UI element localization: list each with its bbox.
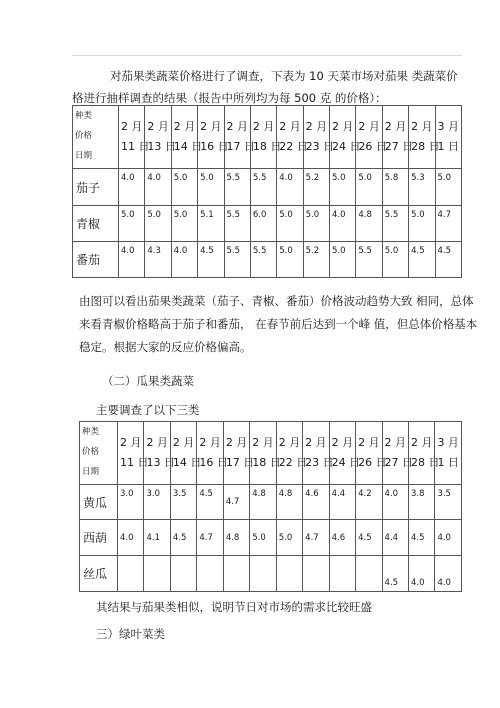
price-cell: 3.0 xyxy=(118,485,144,520)
date-month: 2 月 xyxy=(226,120,248,133)
price-cell: 5.5 xyxy=(224,242,250,278)
date-header-cell xyxy=(356,422,387,485)
date-month: 2 月 xyxy=(305,120,328,133)
price-cell: 5.0 xyxy=(435,169,461,206)
price-cell xyxy=(118,556,144,592)
date-header-cell xyxy=(303,422,334,485)
row-label: 黄瓜 xyxy=(80,485,118,520)
price-cell: 4.4 xyxy=(382,520,408,556)
date-day: 23 日 xyxy=(305,456,334,469)
price-cell: 5.2 xyxy=(303,242,329,278)
date-header-cell xyxy=(224,106,255,169)
price-cell: 5.3 xyxy=(409,169,435,206)
conclusion-line: 其结果与茄果类相似，说明节日对市场的需求比较旺盛 xyxy=(96,600,372,614)
price-cell: 6.0 xyxy=(250,206,276,242)
date-header-cell xyxy=(408,422,440,485)
price-cell xyxy=(356,556,382,592)
row-label: 西葫 xyxy=(80,520,118,556)
price-cell: 5.0 xyxy=(145,206,171,242)
date-day: 22 日 xyxy=(278,456,308,469)
date-day: 22 日 xyxy=(279,140,308,153)
price-cell: 3.0 xyxy=(144,485,170,520)
price-cell: 5.0 xyxy=(330,169,356,206)
header-price-label: 价格 xyxy=(82,447,100,457)
price-cell xyxy=(329,556,355,592)
date-month: 2 月 xyxy=(225,436,248,449)
price-cell: 4.0 xyxy=(119,242,145,278)
price-cell xyxy=(144,556,170,592)
price-cell: 4.5 xyxy=(435,242,461,278)
header-kind-label: 种类 xyxy=(75,111,93,121)
date-month: 2 月 xyxy=(411,120,433,133)
date-header-cell xyxy=(277,106,308,169)
table-row xyxy=(73,206,462,242)
price-cell: 5.2 xyxy=(303,169,329,206)
price-cell: 4.0 xyxy=(171,242,197,278)
analysis-line-2: 来看青椒价格略高于茄子和番茄， 在春节前后达到一个峰 值，但总体价格基本 xyxy=(79,317,478,331)
date-month: 2 月 xyxy=(384,120,407,133)
row-label: 茄子 xyxy=(73,169,119,206)
price-cell: 4.8 xyxy=(276,485,302,520)
date-day: 26 日 xyxy=(358,140,387,153)
price-cell: 4.0 xyxy=(277,169,303,206)
price-cell: 4.6 xyxy=(303,485,329,520)
date-header-cell xyxy=(409,106,440,169)
header-cell xyxy=(73,106,119,169)
price-cell: 4.7 xyxy=(303,520,329,556)
price-cell: 4.6 xyxy=(329,520,355,556)
date-month: 2 月 xyxy=(200,120,222,133)
date-day: 13 日 xyxy=(147,140,176,153)
price-cell: 5.5 xyxy=(224,169,250,206)
date-day: 27 日 xyxy=(384,140,414,153)
date-header-cell xyxy=(119,106,150,169)
price-cell: 5.0 xyxy=(409,206,435,242)
date-day: 1 日 xyxy=(437,456,459,469)
date-day: 28 日 xyxy=(410,456,440,469)
row-label: 番茄 xyxy=(73,242,119,278)
price-cell: 5.5 xyxy=(224,206,250,242)
date-header-cell xyxy=(170,422,202,485)
price-cell: 4.0 xyxy=(382,485,408,520)
date-header-cell xyxy=(223,422,255,485)
date-day: 26 日 xyxy=(358,456,387,469)
price-cell: 5.0 xyxy=(277,242,303,278)
price-cell: 4.2 xyxy=(356,485,382,520)
price-cell: 5.0 xyxy=(171,206,197,242)
date-header-cell xyxy=(382,106,414,169)
price-cell: 4.5 xyxy=(197,485,223,520)
date-month: 2 月 xyxy=(120,436,142,449)
date-month: 2 月 xyxy=(252,120,275,133)
table-row xyxy=(80,485,462,520)
melon-class-price-table xyxy=(79,421,462,592)
price-cell: 4.5 xyxy=(170,520,196,556)
price-cell: 4.5 xyxy=(198,242,224,278)
price-cell xyxy=(170,556,196,592)
price-cell: 4.8 xyxy=(223,520,249,556)
price-cell: 4.7 xyxy=(435,206,461,242)
table-row xyxy=(80,556,462,592)
table-header-row xyxy=(80,422,462,485)
price-cell: 5.5 xyxy=(250,242,276,278)
price-cell xyxy=(250,556,276,592)
price-cell: 5.5 xyxy=(250,169,276,206)
price-cell: 5.0 xyxy=(303,206,329,242)
price-cell: 4.5 xyxy=(408,520,434,556)
date-month: 2 月 xyxy=(252,436,274,449)
analysis-line-1: 由图可以看出茄果类蔬菜（茄子、青椒、番茄）价格波动趋势大致 相同，总体 xyxy=(79,294,474,308)
date-day: 27 日 xyxy=(384,456,414,469)
date-day: 28 日 xyxy=(411,140,440,153)
price-cell: 4.1 xyxy=(144,520,170,556)
intro-line-2: 格进行抽样调查的结果（报告中所列均为每 500 克 的价格）： xyxy=(72,91,387,105)
section-2-subtitle: 主要调查了以下三类 xyxy=(96,403,200,417)
date-month: 2 月 xyxy=(410,436,433,449)
section-3-title: 三）绿叶菜类 xyxy=(96,627,165,641)
price-cell: 5.8 xyxy=(382,169,408,206)
price-cell: 4.0 xyxy=(119,169,145,206)
header-date-label: 日期 xyxy=(82,467,100,477)
date-header-cell xyxy=(145,106,176,169)
price-cell xyxy=(223,556,249,592)
date-month: 2 月 xyxy=(278,436,301,449)
date-month: 2 月 xyxy=(358,436,380,449)
price-cell: 4.5 xyxy=(382,556,408,592)
date-header-cell xyxy=(144,422,175,485)
date-month: 2 月 xyxy=(384,436,407,449)
analysis-line-3: 稳定。根据大家的反应价格偏高。 xyxy=(79,340,252,354)
table-row xyxy=(80,520,462,556)
date-month: 2 月 xyxy=(147,120,169,133)
row-label: 青椒 xyxy=(73,206,119,242)
date-month: 2 月 xyxy=(146,436,168,449)
date-header-cell xyxy=(329,422,361,485)
section-2-title: （二）瓜果类蔬菜 xyxy=(102,374,194,388)
price-cell: 4.7 xyxy=(223,485,249,520)
price-cell xyxy=(197,556,223,592)
price-cell: 5.1 xyxy=(198,206,224,242)
price-cell: 5.0 xyxy=(119,206,145,242)
date-month: 2 月 xyxy=(279,120,301,133)
price-cell: 4.0 xyxy=(435,520,461,556)
intro-line-1: 对茄果类蔬菜价格进行了调查，下表为 10 天菜市场对茄果 类蔬菜价 xyxy=(110,69,458,83)
header-date-label: 日期 xyxy=(75,151,93,161)
date-month: 2 月 xyxy=(331,436,354,449)
price-cell xyxy=(276,556,302,592)
price-cell: 4.5 xyxy=(356,520,382,556)
date-day: 16 日 xyxy=(200,140,229,153)
date-day: 11 日 xyxy=(120,456,149,469)
date-month: 2 月 xyxy=(199,436,221,449)
price-cell: 5.0 xyxy=(382,242,408,278)
date-header-cell xyxy=(197,422,228,485)
date-day: 13 日 xyxy=(146,456,175,469)
price-cell: 4.0 xyxy=(118,520,144,556)
price-cell: 5.0 xyxy=(198,169,224,206)
price-cell: 5.0 xyxy=(276,520,302,556)
price-cell xyxy=(303,556,329,592)
header-kind-label: 种类 xyxy=(82,427,100,437)
row-label: 丝瓜 xyxy=(80,556,118,592)
price-cell: 4.0 xyxy=(330,206,356,242)
date-month: 2 月 xyxy=(305,436,327,449)
price-cell: 5.0 xyxy=(171,169,197,206)
price-cell: 4.7 xyxy=(197,520,223,556)
price-cell: 5.5 xyxy=(382,206,408,242)
price-cell: 5.0 xyxy=(330,242,356,278)
header-price-label: 价格 xyxy=(75,131,93,141)
price-cell: 4.5 xyxy=(409,242,435,278)
date-header-cell xyxy=(118,422,149,485)
date-month: 2 月 xyxy=(172,436,195,449)
table-row xyxy=(73,169,462,206)
price-cell: 4.3 xyxy=(145,242,171,278)
date-header-cell xyxy=(198,106,229,169)
price-cell: 4.0 xyxy=(408,556,434,592)
price-cell: 3.5 xyxy=(170,485,196,520)
price-cell: 4.8 xyxy=(250,485,276,520)
eggplant-class-price-table xyxy=(72,105,462,278)
date-header-cell xyxy=(250,106,282,169)
header-cell xyxy=(80,422,118,485)
price-cell: 4.0 xyxy=(145,169,171,206)
date-header-cell xyxy=(276,422,308,485)
price-cell: 3.5 xyxy=(435,485,461,520)
price-cell: 4.4 xyxy=(329,485,355,520)
date-header-cell xyxy=(356,106,387,169)
date-header-cell xyxy=(330,106,361,169)
date-month: 2 月 xyxy=(358,120,380,133)
date-month: 2 月 xyxy=(173,120,196,133)
date-day: 23 日 xyxy=(305,140,335,153)
price-cell: 5.0 xyxy=(250,520,276,556)
price-cell: 5.0 xyxy=(277,206,303,242)
price-cell: 5.0 xyxy=(356,169,382,206)
date-month: 3 月 xyxy=(437,436,459,449)
date-day: 16 日 xyxy=(199,456,228,469)
date-day: 17 日 xyxy=(225,456,255,469)
price-cell: 3.8 xyxy=(408,485,434,520)
date-day: 24 日 xyxy=(331,456,361,469)
date-month: 3 月 xyxy=(437,120,459,133)
price-cell: 4.0 xyxy=(435,556,461,592)
price-cell: 4.8 xyxy=(356,206,382,242)
date-day: 11 日 xyxy=(121,140,150,153)
date-header-cell xyxy=(303,106,335,169)
date-header-cell xyxy=(435,422,461,485)
date-header-cell xyxy=(171,106,203,169)
price-cell: 5.5 xyxy=(356,242,382,278)
date-day: 24 日 xyxy=(332,140,361,153)
date-day: 14 日 xyxy=(172,456,202,469)
date-day: 18 日 xyxy=(252,456,281,469)
date-day: 1 日 xyxy=(437,140,459,153)
date-header-cell xyxy=(250,422,281,485)
date-header-cell xyxy=(382,422,414,485)
date-month: 2 月 xyxy=(332,120,354,133)
date-day: 17 日 xyxy=(226,140,255,153)
date-header-cell xyxy=(435,106,461,169)
date-day: 18 日 xyxy=(252,140,282,153)
header-rule xyxy=(72,55,462,56)
date-month: 2 月 xyxy=(121,120,143,133)
table-row xyxy=(73,242,462,278)
date-day: 14 日 xyxy=(173,140,203,153)
table-header-row xyxy=(73,106,462,169)
